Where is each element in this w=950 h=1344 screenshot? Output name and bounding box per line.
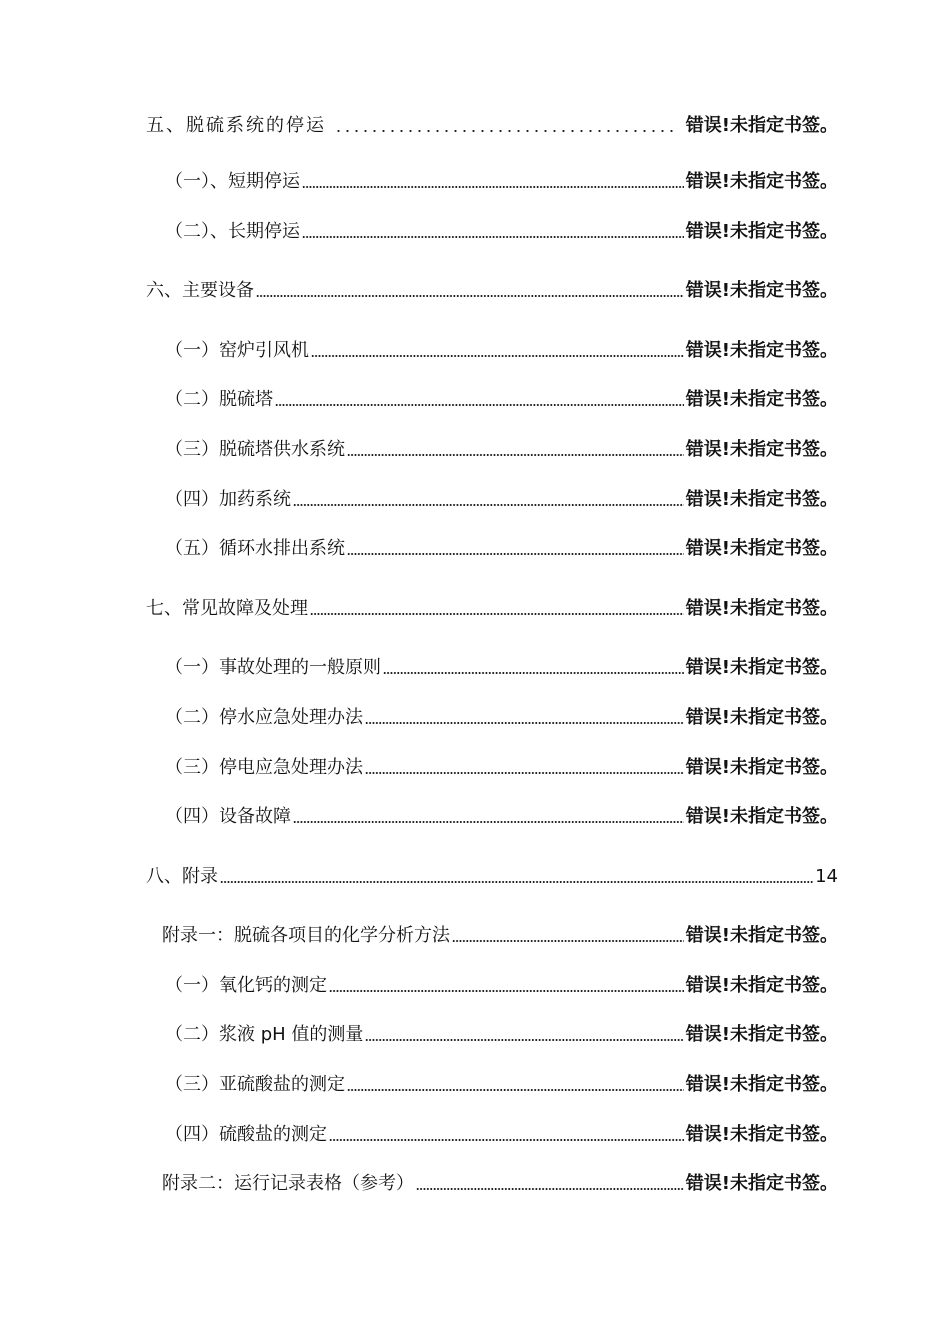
toc-entry-title: 附录二：运行记录表格（参考） — [162, 1173, 414, 1194]
toc-leader-dots — [383, 672, 684, 674]
toc-entry-title: （二）浆液 pH 值的测量 — [165, 1024, 364, 1045]
toc-leader-dots — [365, 772, 684, 774]
toc-leader-dots — [220, 881, 813, 883]
toc-leader-dots — [311, 355, 684, 357]
toc-leader-dots — [302, 236, 684, 238]
toc-entry[interactable] — [165, 968, 838, 998]
toc-entry-page: 错误!未指定书签。 — [685, 806, 838, 827]
toc-leader-dots — [329, 990, 684, 992]
toc-entry-title: （四）加药系统 — [165, 489, 291, 510]
toc-entry-page: 错误!未指定书签。 — [685, 389, 838, 410]
toc-entry-title: （四）设备故障 — [165, 806, 291, 827]
toc-entry-title: 七、常见故障及处理 — [146, 598, 308, 619]
toc-entry[interactable] — [165, 432, 838, 462]
toc-entry-title: 五、脱硫系统的停运 — [146, 115, 326, 136]
toc-entry-title: （二）停水应急处理办法 — [165, 707, 363, 728]
toc-leader-dots — [256, 295, 684, 297]
toc-entry-title: （三）脱硫塔供水系统 — [165, 439, 345, 460]
toc-entry[interactable] — [165, 1067, 838, 1097]
toc-leader-dots — [347, 1089, 684, 1091]
toc-entry-page: 错误!未指定书签。 — [685, 1074, 838, 1095]
toc-leader-dots — [452, 940, 684, 942]
toc-leader-dots — [416, 1188, 684, 1190]
toc-entry[interactable] — [146, 859, 838, 889]
toc-entry[interactable] — [165, 700, 838, 730]
toc-entry-page: 错误!未指定书签。 — [685, 757, 838, 778]
toc-entry-title: （五）循环水排出系统 — [165, 538, 345, 559]
toc-entry-title: （一）、短期停运 — [165, 171, 300, 192]
toc-entry[interactable] — [165, 650, 838, 680]
toc-entry-page: 错误!未指定书签。 — [685, 340, 838, 361]
toc-entry-page: 错误!未指定书签。 — [685, 280, 838, 301]
toc-entry-title: （三）停电应急处理办法 — [165, 757, 363, 778]
toc-entry-page: 错误!未指定书签。 — [685, 171, 838, 192]
toc-entry[interactable] — [165, 750, 838, 780]
toc-entry-title: 八、附录 — [146, 866, 218, 887]
toc-entry-page: 错误!未指定书签。 — [685, 538, 838, 559]
toc-leader-dots — [302, 186, 684, 188]
toc-leader-dots — [275, 404, 684, 406]
toc-entry-title: （一）窑炉引风机 — [165, 340, 309, 361]
toc-entry-title: （一）事故处理的一般原则 — [165, 657, 381, 678]
toc-entry-title: （二）脱硫塔 — [165, 389, 273, 410]
toc-entry[interactable] — [165, 799, 838, 829]
toc-entry-page: 错误!未指定书签。 — [685, 657, 838, 678]
toc-leader-dots — [347, 454, 684, 456]
toc-entry-title: （一）氧化钙的测定 — [165, 975, 327, 996]
toc-entry[interactable] — [146, 273, 838, 303]
toc-entry[interactable] — [165, 1017, 838, 1047]
toc-leader-dots — [365, 1039, 683, 1041]
toc-leader-dots — [365, 722, 684, 724]
toc-entry-page: 错误!未指定书签。 — [685, 115, 838, 136]
toc-entry-page: 错误!未指定书签。 — [685, 707, 838, 728]
toc-entry-page: 错误!未指定书签。 — [685, 221, 838, 242]
toc-entry[interactable] — [165, 214, 838, 244]
toc-entry[interactable] — [165, 482, 838, 512]
toc-entry[interactable] — [165, 1117, 838, 1147]
toc-entry-title: （三）亚硫酸盐的测定 — [165, 1074, 345, 1095]
toc-entry-page: 错误!未指定书签。 — [685, 439, 838, 460]
toc-entry[interactable] — [165, 164, 838, 194]
toc-leader-dots — [347, 553, 684, 555]
toc-leader-dots — [310, 613, 684, 615]
toc-entry-title: 附录一：脱硫各项目的化学分析方法 — [162, 925, 450, 946]
toc-entry-page: 错误!未指定书签。 — [685, 975, 838, 996]
toc-leader-dots — [293, 504, 684, 506]
toc-entry-title: （二）、长期停运 — [165, 221, 300, 242]
toc-entry-title: （四）硫酸盐的测定 — [165, 1124, 327, 1145]
toc-entry-page: 错误!未指定书签。 — [685, 598, 838, 619]
toc-entry-title: 六、主要设备 — [146, 280, 254, 301]
toc-entry[interactable] — [162, 1166, 838, 1196]
toc-entry[interactable] — [146, 591, 838, 621]
toc-entry-page: 错误!未指定书签。 — [685, 1124, 838, 1145]
toc-entry[interactable] — [165, 382, 838, 412]
toc-leader-dots — [329, 1139, 684, 1141]
toc-entry-page: 错误!未指定书签。 — [685, 489, 838, 510]
toc-entry-page: 错误!未指定书签。 — [685, 1024, 838, 1045]
toc-entry[interactable] — [165, 531, 838, 561]
toc-leader-dots — [334, 130, 678, 132]
toc-entry[interactable] — [162, 918, 838, 948]
toc-entry-page: 错误!未指定书签。 — [685, 925, 838, 946]
toc-entry[interactable] — [165, 333, 838, 363]
toc-entry-page: 错误!未指定书签。 — [685, 1173, 838, 1194]
toc-entry-page: 14 — [815, 866, 838, 887]
toc-entry[interactable] — [146, 108, 838, 138]
toc-leader-dots — [293, 821, 684, 823]
